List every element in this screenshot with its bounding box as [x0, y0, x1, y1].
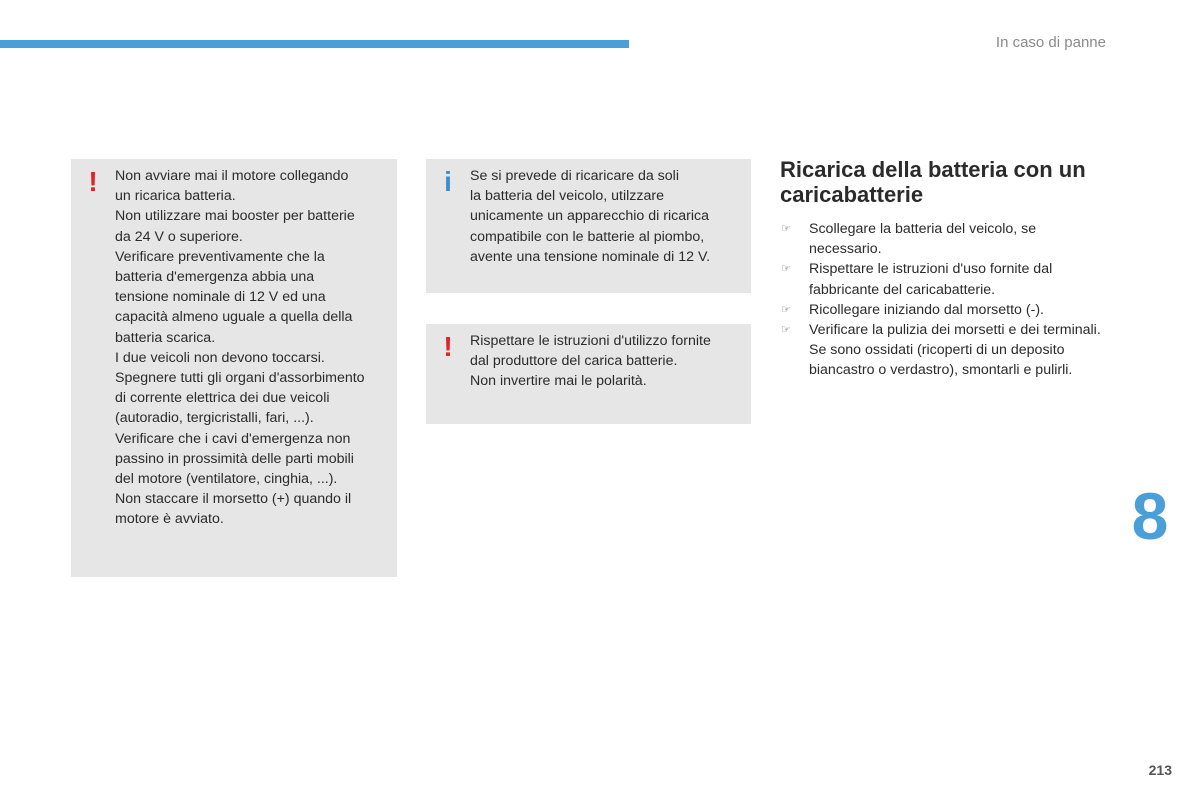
- exclamation-icon: !: [88, 166, 98, 197]
- section-title: Ricarica della batteria con un caricabatterie: [780, 157, 1086, 207]
- pointing-hand-icon: ☞: [781, 303, 791, 316]
- note-line: da 24 V o superiore.: [115, 228, 243, 245]
- note-line: Verificare preventivamente che la: [115, 248, 325, 265]
- note-line: Verificare che i cavi d'emergenza non: [115, 430, 351, 447]
- warning-note-box: [426, 324, 751, 424]
- list-item: [780, 219, 1110, 259]
- list-item: [780, 259, 1110, 299]
- pointing-hand-icon: ☞: [781, 223, 791, 235]
- note-line: Spegnere tutti gli organi d'assorbimento: [115, 370, 365, 387]
- info-icon: i: [444, 166, 452, 197]
- warning-note-text: [115, 166, 393, 530]
- step-text: Scollegare la batteria del veicolo, se necessario.: [809, 221, 1037, 258]
- note-line: di corrente elettrica dei due veicoli: [115, 390, 330, 407]
- note-line: Rispettare le istruzioni d'utilizzo fornite: [470, 333, 711, 349]
- info-note-box: [426, 159, 751, 293]
- note-line: (autoradio, tergicristalli, fari, ...).: [115, 410, 314, 427]
- chapter-header-title: In caso di panne: [995, 34, 1106, 51]
- warning-note-box: [71, 159, 397, 577]
- note-line: Non utilizzare mai booster per batterie: [115, 208, 355, 225]
- list-item: [780, 300, 1110, 320]
- header-accent-bar: [0, 40, 629, 48]
- note-line: batteria d'emergenza abbia una: [115, 269, 315, 286]
- note-line: un ricarica batteria.: [115, 188, 236, 205]
- info-note-text: [470, 166, 747, 267]
- note-line: compatibile con le batterie al piombo,: [470, 228, 705, 245]
- note-line: Non invertire mai le polarità.: [470, 373, 647, 390]
- exclamation-icon: !: [443, 331, 453, 362]
- note-line: capacità almeno uguale a quella della: [115, 309, 353, 326]
- note-line: passino in prossimità delle parti mobili: [115, 450, 354, 467]
- battery-charging-section: [780, 157, 1110, 381]
- steps-list: [780, 219, 1110, 381]
- note-line: del motore (ventilatore, cinghia, ...).: [115, 471, 338, 488]
- chapter-number: 8: [1131, 479, 1169, 553]
- note-line: Non avviare mai il motore collegando: [115, 168, 349, 184]
- note-line: la batteria del veicolo, utilzzare: [470, 188, 664, 205]
- note-line: Se si prevede di ricaricare da soli: [470, 168, 679, 184]
- note-line: Non staccare il morsetto (+) quando il: [115, 491, 352, 508]
- note-line: batteria scarica.: [115, 329, 216, 346]
- note-line: motore è avviato.: [115, 511, 224, 528]
- note-line: unicamente un apparecchio di ricarica: [470, 208, 709, 225]
- pointing-hand-icon: ☞: [781, 324, 791, 337]
- step-text: Ricollegare iniziando dal morsetto (-).: [809, 301, 1044, 318]
- pointing-hand-icon: ☞: [781, 263, 791, 276]
- page-number: 213: [1148, 762, 1172, 778]
- list-item: [780, 320, 1110, 381]
- note-line: tensione nominale di 12 V ed una: [115, 289, 326, 306]
- note-line: I due veicoli non devono toccarsi.: [115, 349, 325, 366]
- note-line: dal produttore del carica batterie.: [470, 353, 678, 370]
- warning-note-text: [470, 331, 747, 392]
- step-text: Verificare la pulizia dei morsetti e dei terminali. Se sono ossidati (ricoperti di un deposito biancastro o verdastro), smontarli e pulirli.: [809, 322, 1101, 379]
- step-text: Rispettare le istruzioni d'uso fornite dal fabbricante del caricabatterie.: [809, 261, 1053, 298]
- note-line: avente una tensione nominale di 12 V.: [470, 248, 711, 265]
